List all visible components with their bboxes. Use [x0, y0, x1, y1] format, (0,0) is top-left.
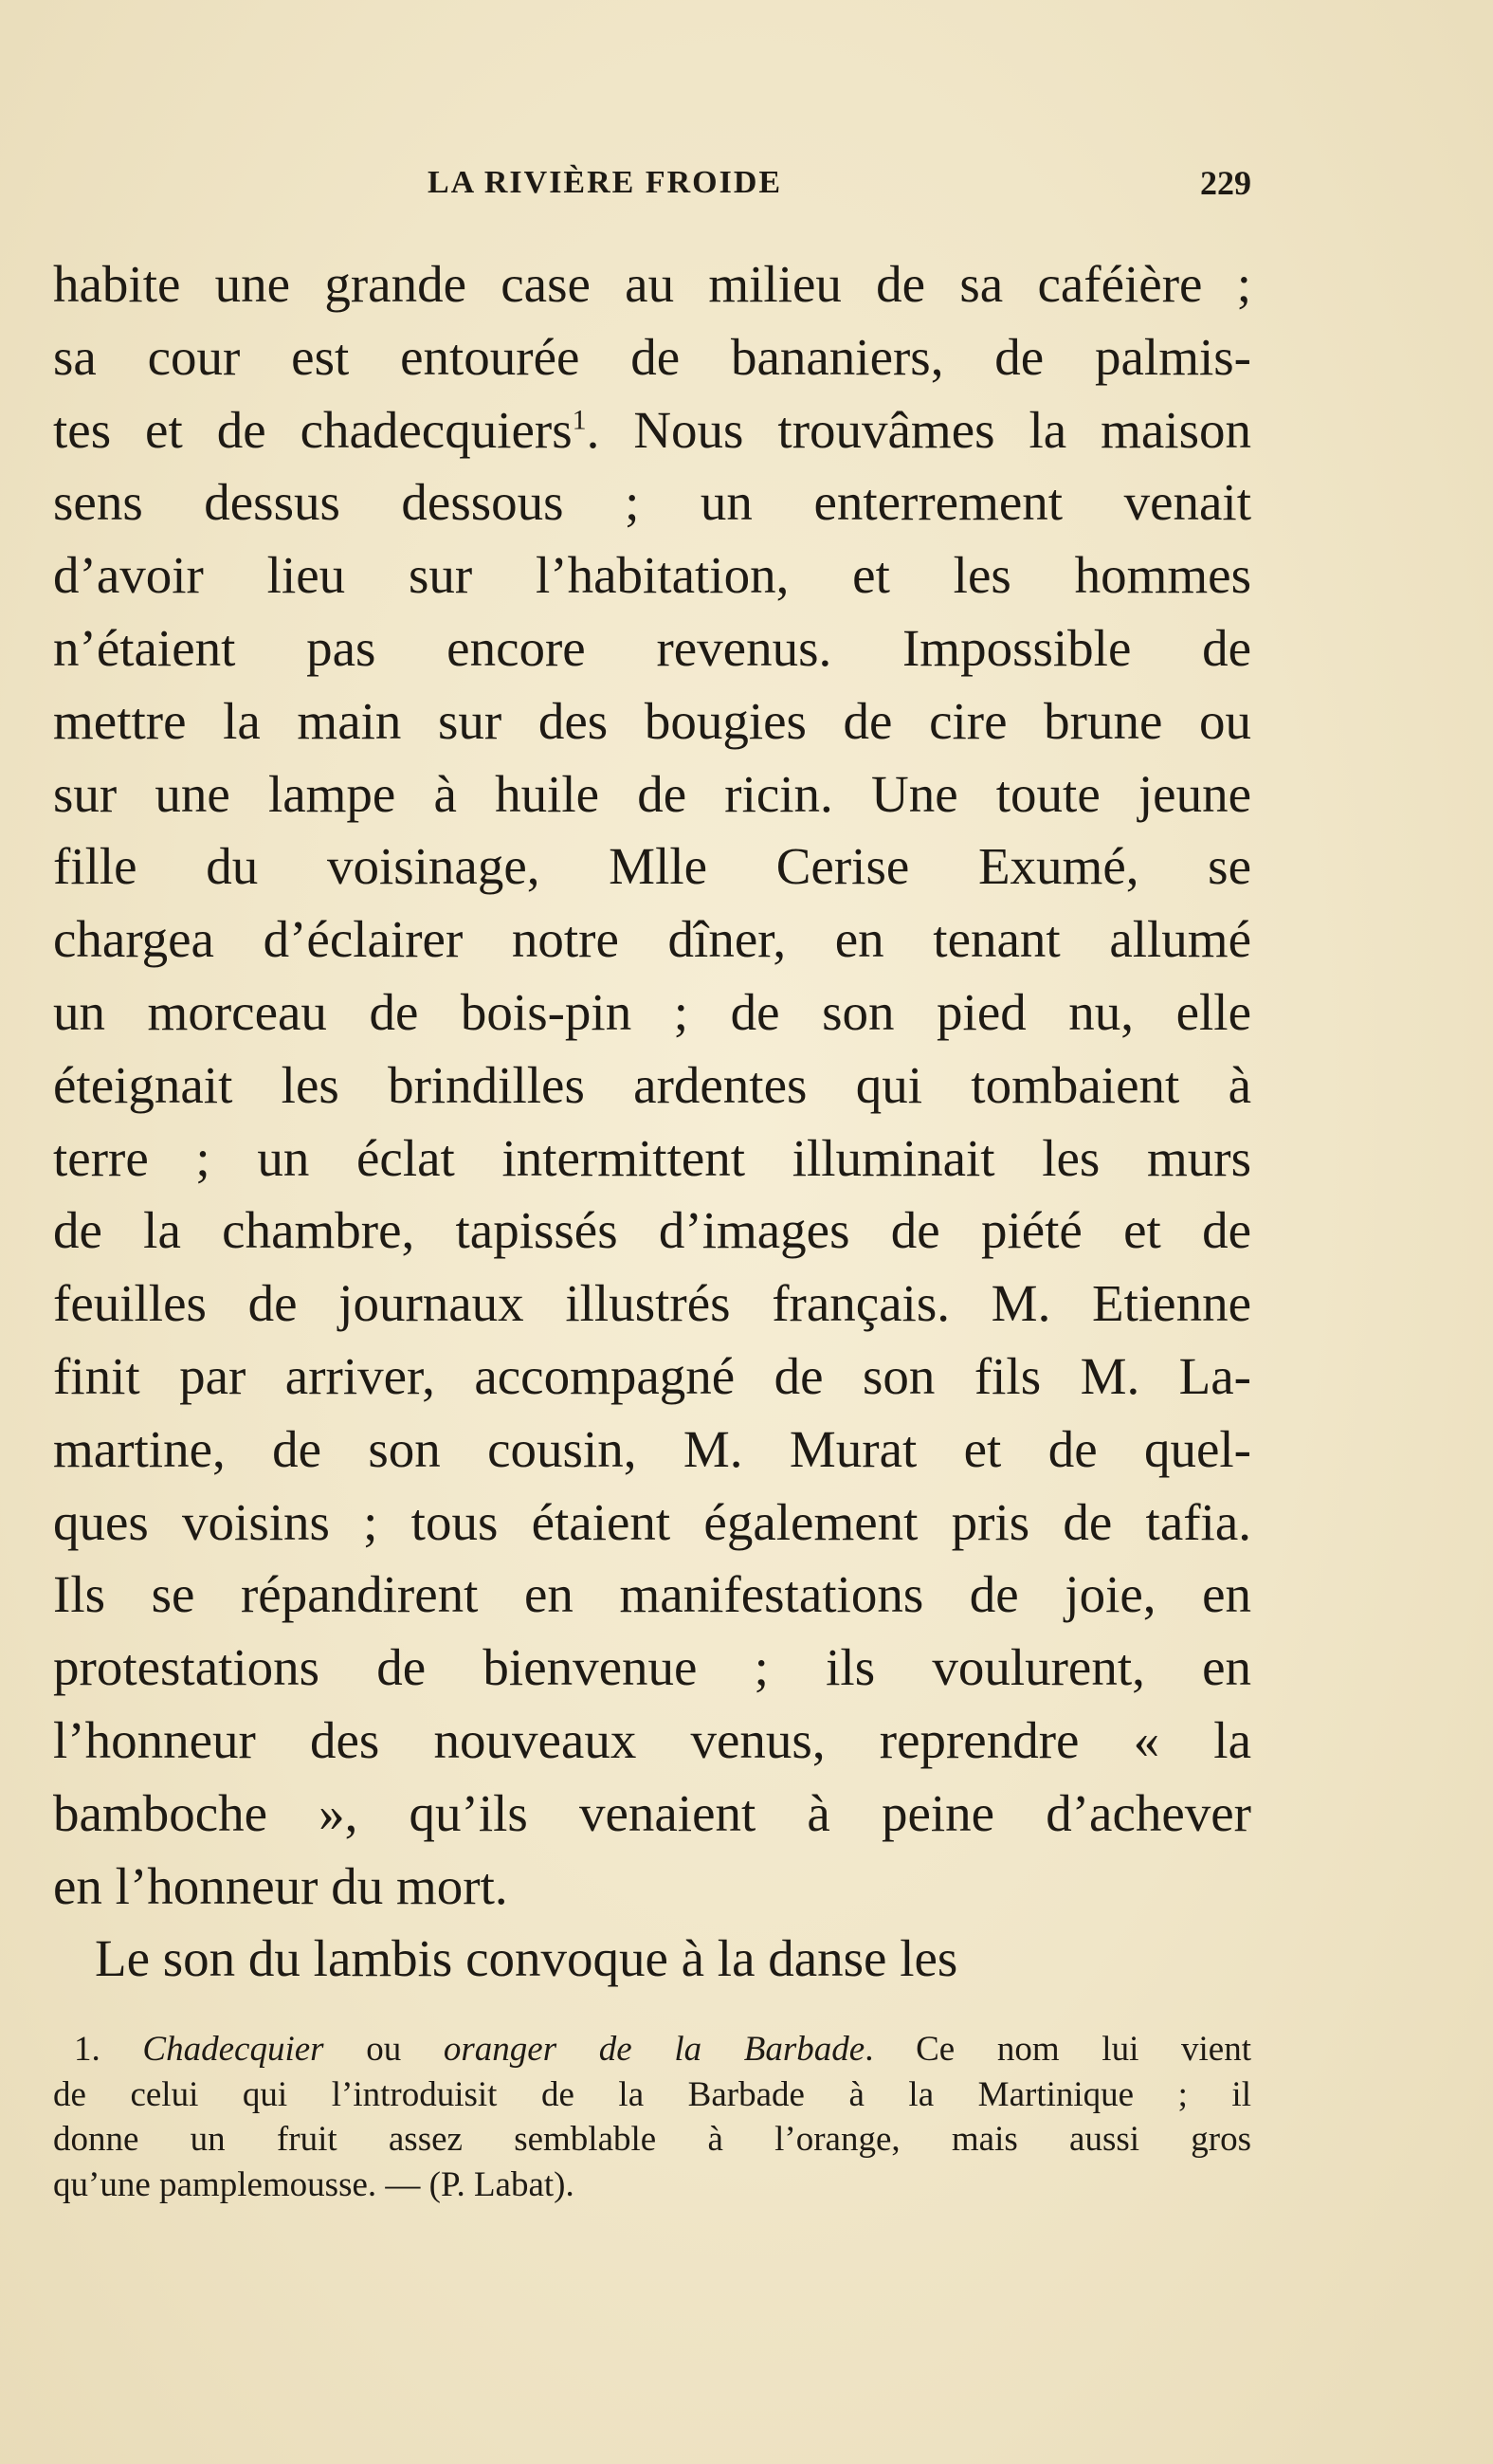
- paragraph-start-line: Le son du lambis convoque à la danse les: [95, 1929, 958, 1988]
- footnote-line: [53, 2027, 1251, 2072]
- footnote-number: 1.: [74, 2030, 100, 2069]
- text-line: finit par arriver, accompagné de son fils M. La-: [53, 1346, 1251, 1405]
- footnote-reference: 1: [572, 404, 587, 436]
- text-line: habite une grande case au milieu de sa caféière ;: [53, 255, 1251, 313]
- footnote-connector: ou: [323, 2030, 444, 2069]
- running-title: LA RIVIÈRE FROIDE: [428, 165, 783, 200]
- text-line: un morceau de bois-pin ; de son pied nu, elle: [53, 982, 1251, 1041]
- text-line: ques voisins ; tous étaient également pris de tafia.: [53, 1492, 1251, 1551]
- footnote-term: oranger de la Barbade: [443, 2030, 865, 2069]
- running-head: [53, 159, 1251, 207]
- text-line: sur une lampe à huile de ricin. Une toute jeune: [53, 764, 1251, 823]
- footnote-term: Chadecquier: [142, 2030, 324, 2069]
- footnote-line: de celui qui l’introduisit de la Barbade à la Martinique ; il: [53, 2074, 1251, 2114]
- text-line: l’honneur des nouveaux venus, reprendre « la: [53, 1710, 1251, 1769]
- text-segment: . Nous trouvâmes la maison: [586, 400, 1251, 459]
- text-line: feuilles de journaux illustrés français. M. Etienne: [53, 1274, 1251, 1333]
- footnote: [53, 2027, 1251, 2207]
- page-number: 229: [1200, 164, 1251, 202]
- text-line: n’étaient pas encore revenus. Impossible de: [53, 618, 1251, 677]
- paragraph-end-line: en l’honneur du mort.: [53, 1856, 508, 1915]
- footnote-line: qu’une pamplemousse. — (P. Labat).: [53, 2164, 574, 2204]
- text-line: mettre la main sur des bougies de cire brune ou: [53, 691, 1251, 750]
- text-line: de la chambre, tapissés d’images de piété et de: [53, 1201, 1251, 1260]
- text-line: d’avoir lieu sur l’habitation, et les hommes: [53, 546, 1251, 605]
- text-segment: tes et de chadecquiers: [53, 400, 573, 459]
- text-line: protestations de bienvenue ; ils voulurent, en: [53, 1638, 1251, 1697]
- text-line: martine, de son cousin, M. Murat et de quel-: [53, 1419, 1251, 1478]
- text-line: bamboche », qu’ils venaient à peine d’achever: [53, 1783, 1251, 1842]
- text-line: chargea d’éclairer notre dîner, en tenant allumé: [53, 910, 1251, 969]
- text-line: terre ; un éclat intermittent illuminait les murs: [53, 1128, 1251, 1187]
- text-line: Ils se répandirent en manifestations de joie, en: [53, 1565, 1251, 1624]
- text-line: fille du voisinage, Mlle Cerise Exumé, se: [53, 837, 1251, 896]
- text-line: éteignait les brindilles ardentes qui tombaient à: [53, 1055, 1251, 1114]
- text-line: sa cour est entourée de bananiers, de palmis-: [53, 327, 1251, 386]
- text-line: sens dessus dessous ; un enterrement venait: [53, 473, 1251, 532]
- footnote-line: donne un fruit assez semblable à l’orange, mais aussi gros: [53, 2120, 1251, 2159]
- footnote-text: . Ce nom lui vient: [865, 2030, 1252, 2069]
- text-line-with-footnote: [53, 394, 1251, 467]
- body-text: [53, 248, 1251, 1996]
